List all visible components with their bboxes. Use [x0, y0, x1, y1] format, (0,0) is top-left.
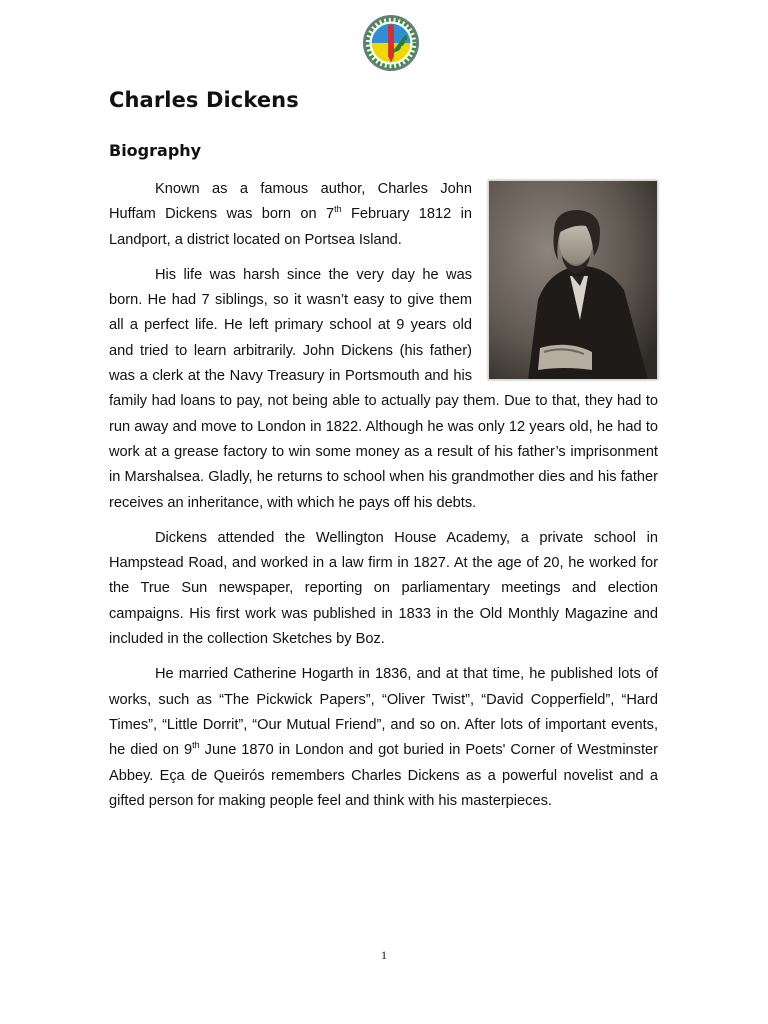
document-body — [109, 177, 658, 824]
paragraph-3: Dickens attended the Wellington House Academy, a private school in Hampstead Road, and worked in a law firm in 1827. At the age of 20, he worked for the True Sun newspaper, reporting on parliamentary meetings and election campaigns. His first work was published in 1833 in the Old Monthly Magazine and included in the collection Sketches by Boz. — [109, 529, 658, 648]
charles-dickens-portrait-photo — [488, 180, 658, 380]
document-title: Charles Dickens — [109, 88, 299, 112]
page-number: 1 — [381, 948, 387, 962]
paragraph-1: Known as a famous author, Charles John Huffam Dickens was born on 7th February 1812 in Landport, a district located on Portsea Island. — [109, 181, 472, 248]
school-emblem-logo — [362, 14, 420, 72]
section-heading: Biography — [109, 141, 202, 160]
paragraph-2: His life was harsh since the very day he was born. He had 7 siblings, so it wasn’t easy to give them all a perfect life. He left primary school at 9 years old and tried to learn arbitrarily. John Dickens (his father) was a clerk at the Navy Treasury in Portsmouth and his family had loans to pay, not being able to actually pay them. Due to that, they had to run away and move to London in 1822. Although he was only 12 years old, he had to work at a grease factory to win some money as a result of his father’s imprisonment in Marshalsea. Gladly, he returns to school when his grandmother dies and his father receives an inheritance, with which he pays off his debts. — [109, 266, 658, 511]
paragraph-4: He married Catherine Hogarth in 1836, and at that time, he published lots of works, such as “The Pickwick Papers”, “Oliver Twist”, “David Copperfield”, “Hard Times”, “Little Dorrit”, “Our Mutual Friend”, and so on. After lots of important events, he died on 9th June 1870 in London and got buried in Poets' Corner of Westminster Abbey. Eça de Queirós remembers Charles Dickens as a powerful novelist and a gifted person for making people feel and think with his masterpieces. — [109, 666, 658, 809]
